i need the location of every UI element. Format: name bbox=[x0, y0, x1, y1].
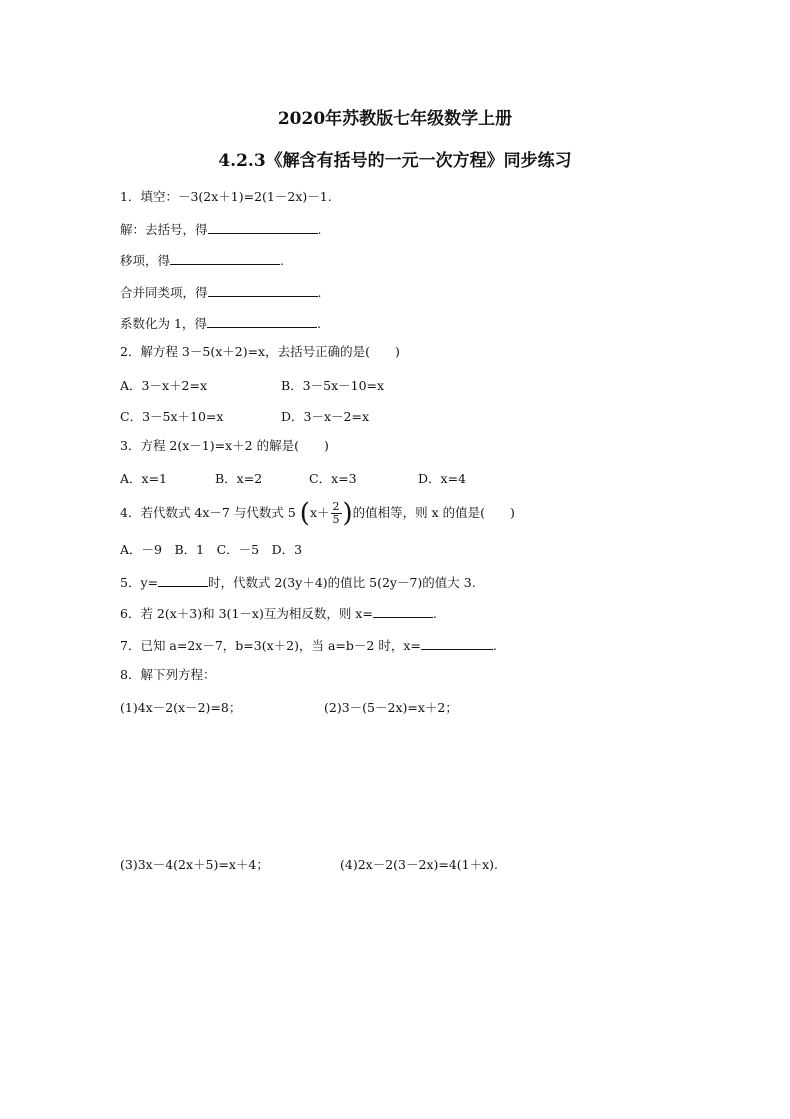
q2-option-c: C．3－5x＋10=x bbox=[120, 409, 224, 424]
q3-option-c: C．x=3 bbox=[309, 471, 357, 486]
page-subtitle: 4.2.3《解含有括号的一元一次方程》同步练习 bbox=[218, 151, 572, 171]
q2-stem: 2．解方程 3－5(x＋2)=x，去括号正确的是( ) bbox=[120, 344, 400, 359]
q8-part2: (2)3－(5－2x)=x＋2； bbox=[324, 700, 458, 715]
q3-option-a: A．x=1 bbox=[120, 471, 168, 486]
q1-step2: 移项，得 . bbox=[120, 253, 284, 268]
q2-option-a: A．3－x＋2=x bbox=[120, 378, 208, 393]
q3-option-d: D．x=4 bbox=[418, 471, 466, 486]
answer-blank bbox=[421, 636, 493, 650]
answer-blank bbox=[208, 283, 318, 297]
q2-option-d: D．3－x－2=x bbox=[281, 409, 370, 424]
q3-stem: 3．方程 2(x－1)=x＋2 的解是( ) bbox=[120, 438, 329, 453]
answer-blank bbox=[208, 220, 318, 234]
q5-stem: 5．y= 时，代数式 2(3y＋4)的值比 5(2y－7)的值大 3. bbox=[120, 575, 476, 590]
answer-blank bbox=[170, 251, 280, 265]
answer-blank bbox=[373, 604, 433, 618]
fraction: $\frac{2}{5}$ bbox=[332, 500, 340, 526]
q2-option-b: B．3－5x－10=x bbox=[281, 378, 385, 393]
q1-step4: 系数化为 1，得 . bbox=[120, 316, 321, 331]
q7-stem: 7．已知 a=2x－7，b=3(x＋2)，当 a=b－2 时，x= . bbox=[120, 638, 497, 653]
q3-option-b: B．x=2 bbox=[215, 471, 263, 486]
q8-part4: (4)2x－2(3－2x)=4(1＋x). bbox=[340, 857, 499, 872]
q1-step3: 合并同类项，得 . bbox=[120, 285, 322, 300]
q1-stem: 1．填空：－3(2x＋1)=2(1－2x)－1. bbox=[120, 189, 332, 204]
page-title: 2020年苏教版七年级数学上册 bbox=[277, 109, 513, 129]
answer-blank bbox=[158, 573, 208, 587]
q1-step1: 解：去括号，得 . bbox=[120, 222, 322, 237]
q4-stem: 4．若代数式 4x－7 与代数式 5 (x＋ $\frac{2}{5}$ )的值相等，则 x 的值是( ) bbox=[120, 498, 515, 529]
q6-stem: 6．若 2(x＋3)和 3(1－x)互为相反数，则 x= . bbox=[120, 606, 437, 621]
answer-blank bbox=[207, 314, 317, 328]
q8-part3: (3)3x－4(2x＋5)=x＋4； bbox=[120, 857, 269, 872]
q8-part1: (1)4x－2(x－2)=8； bbox=[120, 700, 242, 715]
q4-options: A．－9 B．1 C．－5 D．3 bbox=[120, 542, 303, 557]
q8-stem: 8．解下列方程： bbox=[120, 667, 216, 682]
